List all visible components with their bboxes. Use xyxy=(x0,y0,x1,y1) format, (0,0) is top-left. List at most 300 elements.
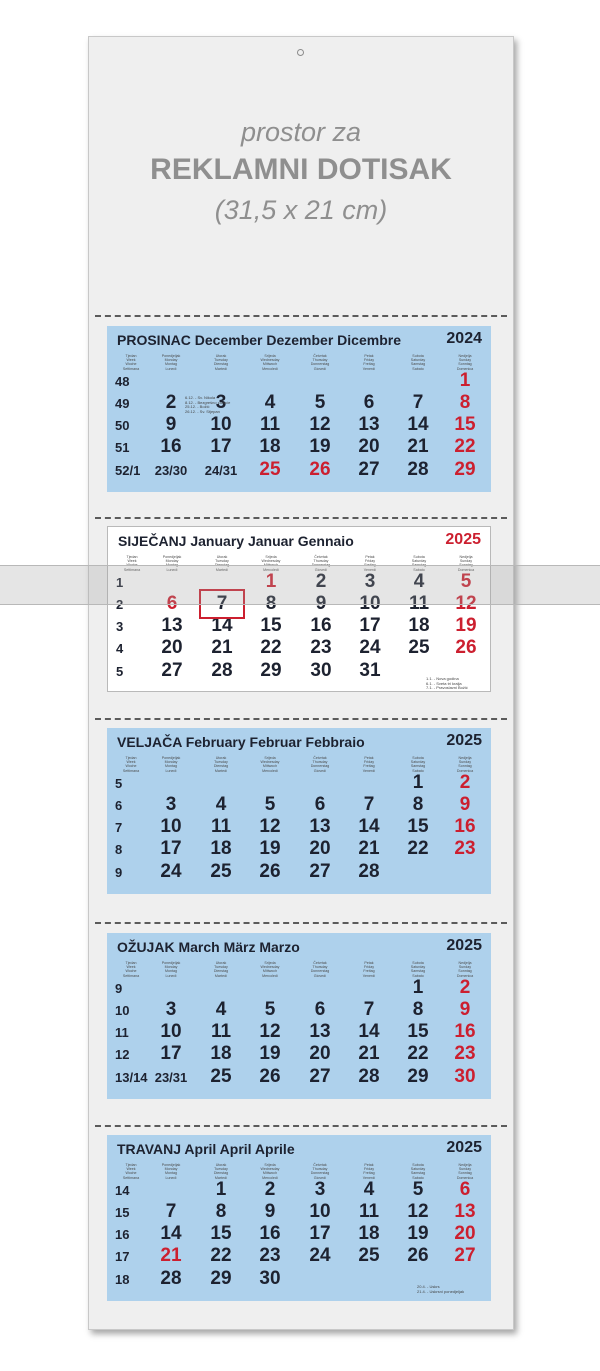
weekday-name: Tuesday xyxy=(214,965,228,970)
perforation-line xyxy=(95,718,507,720)
week-column-header xyxy=(109,756,153,773)
day-cell[interactable]: 16 xyxy=(454,816,476,837)
weekday-name: Sunday xyxy=(458,965,472,970)
weekday-header xyxy=(199,354,243,371)
day-cell[interactable]: 25 xyxy=(210,1066,232,1087)
weekday-name: Donnerstag xyxy=(310,764,330,769)
day-cell[interactable]: 1 xyxy=(265,571,277,592)
month-title: SIJEČANJ January Januar Gennaio xyxy=(118,533,354,549)
holiday-notes xyxy=(426,677,468,691)
weekday-name: Week xyxy=(126,760,136,765)
weekday-name: Ponedjeljak xyxy=(161,961,181,965)
weekday-name: Sonntag xyxy=(458,362,472,367)
day-cell[interactable]: 5 xyxy=(264,999,276,1020)
weekday-name: Wednesday xyxy=(261,559,281,564)
weekday-name: Srijeda xyxy=(264,1163,276,1167)
perforation-line xyxy=(95,315,507,317)
day-cell[interactable]: 14 xyxy=(407,414,429,435)
holiday-note: 1.1. - Nova godina xyxy=(426,676,459,681)
week-number: 6 xyxy=(115,798,123,813)
week-number: 12 xyxy=(115,1047,130,1062)
day-cell[interactable]: 17 xyxy=(160,1043,182,1064)
weekday-name: Mittwoch xyxy=(262,362,278,367)
day-cell[interactable]: 22 xyxy=(407,1043,429,1064)
weekday-name: Saturday xyxy=(410,965,426,970)
day-cell[interactable]: 23 xyxy=(454,838,476,859)
weekday-name: Thursday xyxy=(312,1167,328,1172)
day-cell[interactable]: 2 xyxy=(264,1179,276,1200)
day-cell[interactable]: 25 xyxy=(358,1245,380,1266)
week-number: 14 xyxy=(115,1183,130,1198)
day-cell[interactable]: 1 xyxy=(459,370,471,391)
day-cell[interactable]: 9 xyxy=(459,794,471,815)
day-cell[interactable]: 10 xyxy=(160,816,182,837)
day-cell[interactable]: 7 xyxy=(363,794,375,815)
day-cell[interactable]: 16 xyxy=(160,436,182,457)
weekday-name: Četvrtak xyxy=(314,555,328,559)
day-cell[interactable]: 17 xyxy=(160,838,182,859)
day-cell[interactable]: 19 xyxy=(455,615,477,636)
day-cell[interactable]: 20 xyxy=(309,1043,331,1064)
day-cell[interactable]: 2 xyxy=(459,977,471,998)
day-cell[interactable]: 12 xyxy=(259,1021,281,1042)
weekday-header xyxy=(443,756,487,773)
day-cell[interactable]: 10 xyxy=(359,593,381,614)
day-cell[interactable]: 20 xyxy=(161,637,183,658)
month-year: 2025 xyxy=(446,732,482,749)
weekday-name: Nedjelja xyxy=(458,354,472,358)
weekday-name: Dienstag xyxy=(213,1171,229,1176)
week-number: 50 xyxy=(115,418,130,433)
day-cell[interactable]: 4 xyxy=(215,794,227,815)
week-number: 15 xyxy=(115,1205,130,1220)
weekday-name: Settimana xyxy=(122,973,140,978)
day-cell[interactable]: 26 xyxy=(259,861,281,882)
day-cell[interactable]: 23 xyxy=(454,1043,476,1064)
perforation-line xyxy=(95,922,507,924)
week-number: 13/14 xyxy=(115,1070,148,1085)
day-cell[interactable]: 14 xyxy=(358,1021,380,1042)
day-cell[interactable]: 30 xyxy=(454,1066,476,1087)
weekday-name: Mercoledì xyxy=(262,973,278,978)
day-cell[interactable]: 27 xyxy=(358,459,380,480)
day-cell[interactable]: 13 xyxy=(161,615,183,636)
weekday-name: Tuesday xyxy=(214,358,228,363)
day-cell[interactable]: 7 xyxy=(412,392,424,413)
day-cell[interactable]: 22 xyxy=(210,1245,232,1266)
weekday-name: Utorak xyxy=(215,1163,227,1167)
day-cell[interactable]: 14 xyxy=(211,615,233,636)
weekday-name: Ponedjeljak xyxy=(162,555,182,559)
day-cell[interactable]: 13 xyxy=(454,1201,476,1222)
day-cell[interactable]: 11 xyxy=(259,414,281,435)
weekday-name: Lunedì xyxy=(166,567,178,572)
weekday-name: Montag xyxy=(166,563,178,568)
day-cell[interactable]: 24 xyxy=(359,637,381,658)
week-column-header xyxy=(109,354,153,371)
weekday-name: Woche xyxy=(125,764,137,769)
day-cell[interactable]: 27 xyxy=(161,660,183,681)
weekday-name: Četvrtak xyxy=(313,1163,327,1167)
weekday-name: Donnerstag xyxy=(310,1171,330,1176)
day-cell[interactable]: 7 xyxy=(363,999,375,1020)
day-cell[interactable]: 10 xyxy=(309,1201,331,1222)
day-cell[interactable]: 3 xyxy=(165,999,177,1020)
weekday-name: Samstag xyxy=(410,1171,426,1176)
weekday-name: Saturday xyxy=(411,559,427,564)
day-cell[interactable]: 13 xyxy=(309,816,331,837)
weekday-name: Dienstag xyxy=(214,563,230,568)
day-cell[interactable]: 9 xyxy=(315,593,327,614)
day-cell[interactable]: 16 xyxy=(310,615,332,636)
holiday-notes xyxy=(185,396,230,414)
weekday-name: Monday xyxy=(164,358,178,363)
week-number: 9 xyxy=(115,981,123,996)
day-cell[interactable]: 25 xyxy=(259,459,281,480)
day-cell[interactable]: 26 xyxy=(455,637,477,658)
weekday-name: Venerdì xyxy=(362,973,376,978)
day-cell[interactable]: 21 xyxy=(160,1245,182,1266)
weekday-name: Venerdì xyxy=(362,366,376,371)
date-slider[interactable] xyxy=(0,565,600,605)
weekday-header xyxy=(298,1163,342,1180)
weekday-header xyxy=(396,961,440,978)
day-cell[interactable]: 3 xyxy=(364,571,376,592)
day-cell[interactable]: 4 xyxy=(413,571,425,592)
day-cell[interactable]: 1 xyxy=(412,977,424,998)
day-cell[interactable]: 31 xyxy=(359,660,381,681)
day-cell[interactable]: 28 xyxy=(358,1066,380,1087)
weekday-name: Montag xyxy=(165,969,177,974)
day-cell[interactable]: 3 xyxy=(314,1179,326,1200)
weekday-name: Samstag xyxy=(411,563,427,568)
month-title: OŽUJAK March März Marzo xyxy=(117,939,300,955)
day-cell[interactable]: 2 xyxy=(459,772,471,793)
weekday-name: Dienstag xyxy=(213,362,229,367)
day-cell[interactable]: 11 xyxy=(408,593,430,614)
weekday-name: Samstag xyxy=(410,362,426,367)
day-cell[interactable]: 8 xyxy=(215,1201,227,1222)
day-cell[interactable]: 27 xyxy=(454,1245,476,1266)
day-cell[interactable]: 21 xyxy=(407,436,429,457)
day-cell[interactable]: 8 xyxy=(412,999,424,1020)
weekday-name: Woche xyxy=(125,362,137,367)
week-number: 49 xyxy=(115,396,130,411)
perforation-line xyxy=(95,517,507,519)
weekday-name: Sonntag xyxy=(458,764,472,769)
day-cell[interactable]: 12 xyxy=(309,414,331,435)
day-cell[interactable]: 18 xyxy=(210,1043,232,1064)
week-column-header xyxy=(109,961,153,978)
day-cell[interactable]: 20 xyxy=(454,1223,476,1244)
weekday-name: Četvrtak xyxy=(313,756,327,760)
day-cell[interactable]: 27 xyxy=(309,861,331,882)
holiday-note: 20.4. - Uskrs xyxy=(417,1284,440,1289)
weekday-name: Wednesday xyxy=(260,760,280,765)
weekday-header xyxy=(396,354,440,371)
day-cell[interactable]: 25 xyxy=(408,637,430,658)
weekday-name: Woche xyxy=(125,969,137,974)
weekday-name: Monday xyxy=(164,965,178,970)
day-cell[interactable]: 30 xyxy=(259,1268,281,1289)
day-cell[interactable]: 10 xyxy=(210,414,232,435)
day-cell[interactable]: 6 xyxy=(166,593,178,614)
day-cell[interactable]: 15 xyxy=(454,414,476,435)
day-cell[interactable]: 11 xyxy=(210,816,232,837)
weekday-name: Sabato xyxy=(412,1175,424,1180)
weekday-name: Domenica xyxy=(456,768,474,773)
weekday-name: Thursday xyxy=(312,358,328,363)
day-cell[interactable]: 18 xyxy=(408,615,430,636)
weekday-name: Petak xyxy=(364,1163,374,1167)
day-cell[interactable]: 8 xyxy=(412,794,424,815)
day-cell[interactable]: 21 xyxy=(211,637,233,658)
day-cell[interactable]: 21 xyxy=(358,838,380,859)
weekday-name: Wednesday xyxy=(260,358,280,363)
day-cell[interactable]: 20 xyxy=(358,436,380,457)
weekday-name: Venerdì xyxy=(362,768,376,773)
day-cell[interactable]: 3 xyxy=(165,794,177,815)
week-number: 4 xyxy=(116,641,124,656)
day-cell[interactable]: 23 xyxy=(259,1245,281,1266)
weekday-name: Montag xyxy=(165,764,177,769)
day-cell[interactable]: 5 xyxy=(264,794,276,815)
day-cell[interactable]: 23 xyxy=(310,637,332,658)
weekday-header xyxy=(298,354,342,371)
weekday-name: Srijeda xyxy=(264,961,276,965)
day-cell[interactable]: 18 xyxy=(210,838,232,859)
weekday-name: Friday xyxy=(365,559,375,564)
day-cell[interactable]: 28 xyxy=(407,459,429,480)
calendar-sheet xyxy=(88,36,514,1330)
weekday-name: Nedjelja xyxy=(458,756,472,760)
day-cell[interactable]: 4 xyxy=(215,999,227,1020)
weekday-name: Freitag xyxy=(363,1171,375,1176)
day-cell[interactable]: 28 xyxy=(160,1268,182,1289)
weekday-header xyxy=(199,961,243,978)
holiday-note: 6.12. - Sv. Nikola xyxy=(185,395,216,400)
day-cell[interactable]: 12 xyxy=(455,593,477,614)
ad-space-line-3: (31,5 x 21 cm) xyxy=(214,195,388,225)
weekday-name: Settimana xyxy=(122,366,140,371)
weekday-name: Utorak xyxy=(215,961,227,965)
day-cell[interactable]: 17 xyxy=(210,436,232,457)
weekday-name: Thursday xyxy=(312,965,328,970)
day-cell[interactable]: 25 xyxy=(210,861,232,882)
weekday-name: Sunday xyxy=(458,358,472,363)
day-cell[interactable]: 13 xyxy=(309,1021,331,1042)
weekday-name: Mercoledì xyxy=(262,1175,278,1180)
day-cell[interactable]: 17 xyxy=(359,615,381,636)
week-number: 18 xyxy=(115,1272,130,1287)
day-cell[interactable]: 19 xyxy=(309,436,331,457)
day-cell[interactable]: 8 xyxy=(459,392,471,413)
weekday-name: Donnerstag xyxy=(310,969,330,974)
hanging-hole xyxy=(297,49,304,56)
day-cell[interactable]: 2 xyxy=(165,392,177,413)
day-cell[interactable]: 7 xyxy=(216,593,228,614)
weekday-header xyxy=(248,756,292,773)
weekday-name: Petak xyxy=(364,961,374,965)
weekday-name: Martedì xyxy=(214,1175,228,1180)
weekday-name: Donnerstag xyxy=(310,362,330,367)
weekday-header xyxy=(149,1163,193,1180)
day-cell[interactable]: 19 xyxy=(259,838,281,859)
day-cell[interactable]: 19 xyxy=(259,1043,281,1064)
weekday-name: Mittwoch xyxy=(262,969,278,974)
day-cell[interactable]: 6 xyxy=(314,794,326,815)
day-cell[interactable]: 17 xyxy=(309,1223,331,1244)
weekday-name: Petak xyxy=(365,555,375,559)
day-cell[interactable]: 15 xyxy=(210,1223,232,1244)
day-cell[interactable]: 26 xyxy=(309,459,331,480)
weekday-header xyxy=(149,756,193,773)
day-cell[interactable]: 7 xyxy=(165,1201,177,1222)
weekday-name: Srijeda xyxy=(264,756,276,760)
day-cell[interactable]: 12 xyxy=(407,1201,429,1222)
day-cell[interactable]: 29 xyxy=(210,1268,232,1289)
month-panel xyxy=(107,933,491,1099)
week-number: 1 xyxy=(116,575,124,590)
weekday-name: Thursday xyxy=(313,559,329,564)
day-cell[interactable]: 29 xyxy=(407,1066,429,1087)
weekday-name: Petak xyxy=(364,354,374,358)
day-cell[interactable]: 5 xyxy=(412,1179,424,1200)
weekday-name: Sunday xyxy=(458,1167,472,1172)
day-cell[interactable]: 23/30 xyxy=(154,463,188,478)
holiday-note: 21.4. - Uskrsni ponedjeljak xyxy=(417,1288,465,1294)
month-title: VELJAČA February Februar Febbraio xyxy=(117,734,365,750)
day-cell[interactable]: 28 xyxy=(358,861,380,882)
day-cell[interactable]: 19 xyxy=(407,1223,429,1244)
weekday-name: Samstag xyxy=(410,969,426,974)
weekday-name: Dienstag xyxy=(213,764,229,769)
day-cell[interactable]: 22 xyxy=(407,838,429,859)
week-number: 5 xyxy=(115,776,123,791)
day-cell[interactable]: 24/31 xyxy=(204,463,238,478)
day-cell[interactable]: 23/31 xyxy=(154,1070,188,1085)
day-cell[interactable]: 8 xyxy=(265,593,277,614)
day-cell[interactable]: 4 xyxy=(363,1179,375,1200)
weekday-name: Petak xyxy=(364,756,374,760)
day-cell[interactable]: 6 xyxy=(363,392,375,413)
weekday-name: Lunedì xyxy=(165,973,177,978)
weekday-name: Saturday xyxy=(410,760,426,765)
day-cell[interactable]: 29 xyxy=(260,660,282,681)
day-cell[interactable]: 11 xyxy=(358,1201,380,1222)
day-cell[interactable]: 6 xyxy=(459,1179,471,1200)
weekday-name: Tuesday xyxy=(214,1167,228,1172)
day-cell[interactable]: 16 xyxy=(454,1021,476,1042)
ad-space-line-1: prostor za xyxy=(240,117,362,147)
weekday-name: Week xyxy=(126,1167,136,1172)
day-cell[interactable]: 9 xyxy=(264,1201,276,1222)
day-cell[interactable]: 4 xyxy=(264,392,276,413)
month-panel xyxy=(107,526,491,692)
day-cell[interactable]: 5 xyxy=(314,392,326,413)
weekday-name: Domenica xyxy=(456,1175,474,1180)
day-cell[interactable]: 9 xyxy=(459,999,471,1020)
month-year: 2025 xyxy=(446,1139,482,1156)
week-number: 5 xyxy=(116,664,124,679)
month-year: 2025 xyxy=(445,531,481,548)
weekday-name: Montag xyxy=(165,362,177,367)
weekday-name: Tuesday xyxy=(215,559,229,564)
day-cell[interactable]: 22 xyxy=(454,436,476,457)
day-cell[interactable]: 18 xyxy=(358,1223,380,1244)
weekday-name: Saturday xyxy=(410,1167,426,1172)
weekday-name: Friday xyxy=(364,358,374,363)
weekday-header xyxy=(248,1163,292,1180)
weekday-name: Giovedì xyxy=(313,366,327,371)
weekday-name: Settimana xyxy=(123,567,141,572)
day-cell[interactable]: 27 xyxy=(309,1066,331,1087)
weekday-header xyxy=(149,961,193,978)
day-cell[interactable]: 21 xyxy=(358,1043,380,1064)
day-cell[interactable]: 3 xyxy=(215,392,227,413)
day-cell[interactable]: 20 xyxy=(309,838,331,859)
day-cell[interactable]: 6 xyxy=(314,999,326,1020)
day-cell[interactable]: 13 xyxy=(358,414,380,435)
week-number: 8 xyxy=(115,842,123,857)
weekday-name: Wednesday xyxy=(260,1167,280,1172)
day-cell[interactable]: 1 xyxy=(412,772,424,793)
month-panel xyxy=(107,1135,491,1301)
weekday-name: Tuesday xyxy=(214,760,228,765)
day-cell[interactable]: 15 xyxy=(260,615,282,636)
day-cell[interactable]: 24 xyxy=(309,1245,331,1266)
day-cell[interactable]: 18 xyxy=(259,436,281,457)
weekday-header xyxy=(298,756,342,773)
day-cell[interactable]: 2 xyxy=(315,571,327,592)
weekday-name: Subota xyxy=(412,961,424,965)
day-cell[interactable]: 22 xyxy=(260,637,282,658)
weekday-name: Mittwoch xyxy=(262,1171,278,1176)
day-cell[interactable]: 29 xyxy=(454,459,476,480)
weekday-name: Ponedjeljak xyxy=(161,756,181,760)
weekday-header xyxy=(347,961,391,978)
day-cell[interactable]: 10 xyxy=(160,1021,182,1042)
day-cell[interactable]: 16 xyxy=(259,1223,281,1244)
day-cell[interactable]: 30 xyxy=(310,660,332,681)
day-cell[interactable]: 11 xyxy=(210,1021,232,1042)
weekday-name: Ponedjeljak xyxy=(161,1163,181,1167)
day-cell[interactable]: 28 xyxy=(211,660,233,681)
day-cell[interactable]: 5 xyxy=(460,571,472,592)
weekday-header xyxy=(396,756,440,773)
weekday-name: Utorak xyxy=(216,555,228,559)
day-cell[interactable]: 26 xyxy=(259,1066,281,1087)
day-cell[interactable]: 15 xyxy=(407,1021,429,1042)
day-cell[interactable]: 24 xyxy=(160,861,182,882)
weekday-header xyxy=(248,354,292,371)
weekday-name: Freitag xyxy=(363,764,375,769)
day-cell[interactable]: 15 xyxy=(407,816,429,837)
week-number: 10 xyxy=(115,1003,130,1018)
weekday-name: Giovedì xyxy=(313,1175,327,1180)
weekday-name: Domenica xyxy=(456,973,474,978)
week-number: 7 xyxy=(115,820,123,835)
day-cell[interactable]: 14 xyxy=(160,1223,182,1244)
weekday-name: Giovedì xyxy=(313,973,327,978)
day-cell[interactable]: 1 xyxy=(215,1179,227,1200)
day-cell[interactable]: 12 xyxy=(259,816,281,837)
weekday-name: Lunedì xyxy=(165,1175,177,1180)
day-cell[interactable]: 14 xyxy=(358,816,380,837)
weekday-name: Giovedì xyxy=(313,768,327,773)
day-cell[interactable]: 9 xyxy=(165,414,177,435)
day-cell[interactable]: 26 xyxy=(407,1245,429,1266)
